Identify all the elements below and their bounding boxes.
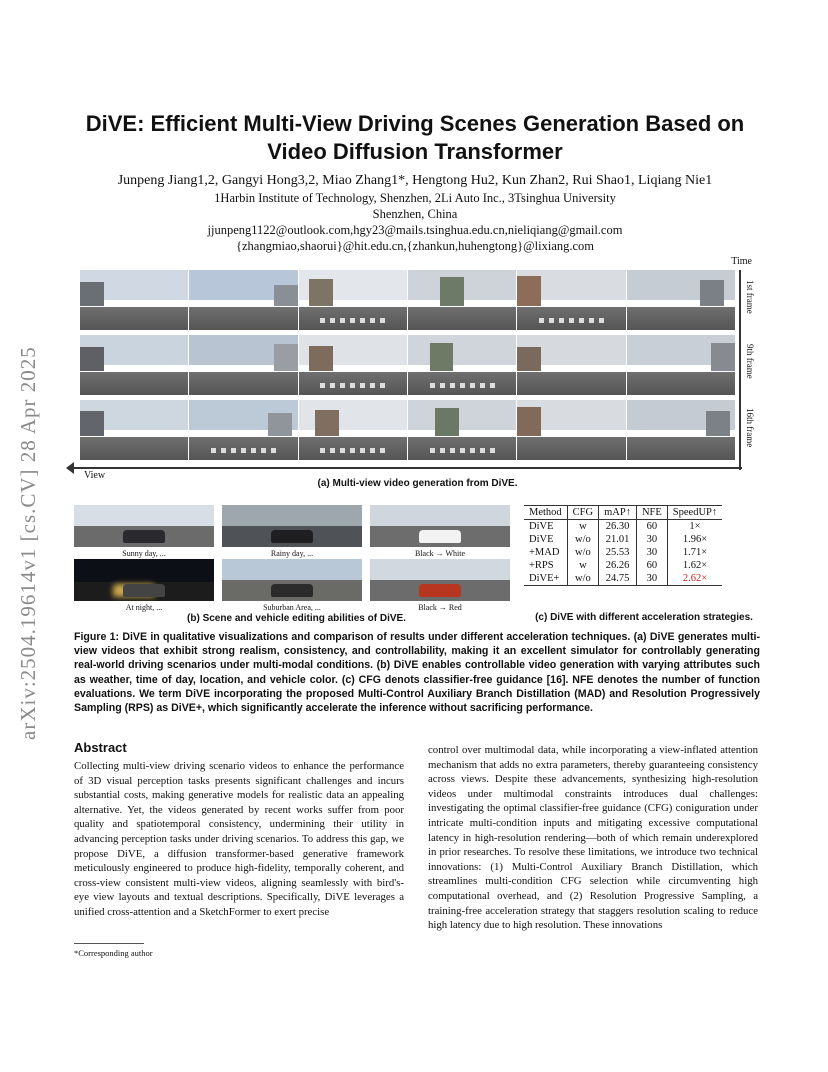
table-header-row	[524, 506, 722, 520]
edit-example-image	[222, 505, 362, 547]
table-cell: +MAD	[524, 546, 567, 559]
camera-view-image	[299, 400, 408, 460]
camera-view-image	[408, 270, 517, 330]
arrow-left-icon	[66, 462, 74, 474]
table-cell: +RPS	[524, 559, 567, 572]
table-row	[524, 533, 722, 546]
camera-view-image	[299, 335, 408, 395]
camera-view-image	[80, 400, 189, 460]
results-table	[524, 505, 722, 586]
subfigure-caption-a: (a) Multi-view video generation from DiVE.	[317, 478, 518, 489]
table-cell: DiVE	[524, 520, 567, 534]
frame-label: 1st frame	[745, 280, 755, 314]
affiliation-line: Shenzhen, China	[372, 207, 458, 221]
edit-example-image	[370, 559, 510, 601]
paper-title: DiVE: Efficient Multi-View Driving Scenes Generation Based on Video Diffusion Transformer	[85, 111, 745, 164]
affiliation-line: 1Harbin Institute of Technology, Shenzhen, 2Li Auto Inc., 3Tsinghua University	[214, 191, 616, 205]
edit-example-image	[74, 505, 214, 547]
edit-example-label: Rainy day, ...	[270, 549, 314, 558]
table-cell: 30	[636, 546, 667, 559]
table-cell: w	[567, 520, 598, 534]
table-cell: DiVE	[524, 533, 567, 546]
edit-example-label: At night, ...	[125, 603, 163, 612]
subfigure-caption-c: (c) DiVE with different acceleration strategies.	[535, 612, 753, 623]
table-cell: 60	[636, 520, 667, 534]
column-header: CFG	[567, 506, 598, 520]
camera-view-image	[408, 335, 517, 395]
edit-example-image	[74, 559, 214, 601]
camera-view-image	[627, 400, 736, 460]
figure-editing	[74, 503, 519, 623]
camera-view-image	[80, 270, 189, 330]
table-cell: 1.62×	[682, 560, 708, 571]
camera-view-image	[80, 335, 189, 395]
table-cell: 60	[636, 559, 667, 572]
table-cell: 26.26	[599, 559, 637, 572]
edit-example-label: Black → Red	[418, 603, 462, 612]
abstract-heading: Abstract	[74, 740, 127, 755]
table-cell: 21.01	[599, 533, 637, 546]
frame-strip-2	[80, 335, 736, 395]
view-axis-label: View	[84, 470, 106, 481]
column-header: SpeedUP↑	[667, 506, 722, 520]
camera-view-image	[627, 270, 736, 330]
email-line: {zhangmiao,shaorui}@hit.edu.cn,{zhankun,huhengtong}@lixiang.com	[235, 239, 595, 253]
table-cell: w/o	[567, 572, 598, 586]
table-row	[524, 520, 722, 534]
table-cell: 1.71×	[682, 547, 708, 558]
table-cell: 1×	[689, 521, 701, 532]
abstract-text-left: Collecting multi-view driving scenario videos to enhance the performance of 3D visual perception tasks presents significant challenges and incurs substantial costs, making generative models for realistic data an appealing alternative. Yet, the videos generated by recent works suffer from poor quality and spatiotemporal consistency, undermining their utility in advancing perception tasks under driving scenarios. To address this gap, we propose DiVE, a diffusion transformer-based generative framework meticulously engineered to produce high-fidelity, temporally coherent, and cross-view consistent multi-view videos, aligning seamlessly with bird's-eye view layouts and textual descriptions. Specifically, DiVE leverages a unified cross-attention and a SketchFormer to exert precise	[74, 760, 404, 918]
camera-view-image	[517, 270, 626, 330]
edit-example-label: Sunny day, ...	[122, 549, 166, 558]
table-cell: 30	[636, 572, 667, 586]
footnote-divider	[74, 943, 144, 944]
camera-view-image	[408, 400, 517, 460]
edit-example-label: Suburban Area, ...	[263, 603, 321, 612]
table-cell: w	[567, 559, 598, 572]
table-cell: w/o	[567, 533, 598, 546]
camera-view-image	[299, 270, 408, 330]
email-line: jjunpeng1122@outlook.com,hgy23@mails.tsinghua.edu.cn,nieliqiang@gmail.com	[207, 223, 623, 237]
time-axis-label: Time	[731, 256, 752, 267]
column-header: Method	[524, 506, 567, 520]
camera-view-image	[517, 335, 626, 395]
table-cell: 26.30	[599, 520, 637, 534]
frame-strip-1	[80, 270, 736, 330]
camera-view-image	[517, 400, 626, 460]
edit-example-image	[222, 559, 362, 601]
table-row	[524, 546, 722, 559]
frame-label: 16th frame	[745, 408, 755, 448]
camera-view-image	[189, 400, 298, 460]
view-axis-arrow	[72, 467, 742, 469]
table-cell: DiVE+	[524, 572, 567, 586]
table-cell-highlight: 2.62×	[667, 572, 722, 586]
arxiv-stamp: arXiv:2504.19614v1 [cs.CV] 28 Apr 2025	[16, 346, 40, 740]
table-cell: 1.96×	[682, 534, 708, 545]
camera-view-image	[189, 335, 298, 395]
affiliations	[60, 190, 770, 254]
camera-view-image	[627, 335, 736, 395]
table-cell: 25.53	[599, 546, 637, 559]
edit-example-image	[370, 505, 510, 547]
figure-caption: Figure 1: DiVE in qualitative visualizations and comparison of results under different acceleration techniques. (a) DiVE generates multi-view videos that exhibit strong realism, consistency, and controllability, making it an excellent simulator for controllably generating real-world driving scenarios under multi-modal conditions. (b) DiVE enables controllable video generation with varying attributes such as weather, time of day, location, and vehicle color. (c) CFG denots classifier-free guidance [16]. NFE denotes the number of function evaluations. We term DiVE incorporating the proposed Multi-Control Auxiliary Branch Distillation (MAD) and Resolution Progressively Sampling (RPS) as DiVE+, which significantly accelerate the inference without sacrificing performance.	[74, 631, 760, 715]
time-axis-arrow	[739, 270, 741, 470]
table-row	[524, 572, 722, 586]
abstract-text-right: control over multimodal data, while incorporating a view-inflated attention mechanism that adds no extra parameters, thereby guaranteeing consistency across views. Despite these advancements, synthesizing high-resolution videos under multimodal constraints introduces dual challenges: investigating the optimal classifier-free guidance (CFG) coniguration under intricate multi-condition inputs and mitigating excessive computational latency in high-resolution rendering—both of which remain underexplored in prior researches. To resolve these limitations, we introduce two technical innovations: (1) Multi-Control Auxiliary Branch Distillation, which streamlines multi-condition CFG selection while circumventing high computational overhead, and (2) Resolution Progressive Sampling, a training-free acceleration strategy that staggers resolution scaling to reduce high latency due to high resolution. These innovations	[428, 744, 758, 932]
column-header: NFE	[636, 506, 667, 520]
table-cell: 30	[636, 533, 667, 546]
edit-example-label: Black → White	[414, 549, 466, 558]
footnote: *Corresponding author	[74, 948, 153, 958]
author-list: Junpeng Jiang1,2, Gangyi Hong3,2, Miao Zhang1*, Hengtong Hu2, Kun Zhan2, Rui Shao1, Liqiang Nie1	[117, 173, 713, 188]
table-cell: w/o	[567, 546, 598, 559]
table-cell: 24.75	[599, 572, 637, 586]
subfigure-caption-b: (b) Scene and vehicle editing abilities of DiVE.	[187, 613, 406, 624]
camera-view-image	[189, 270, 298, 330]
frame-strip-3	[80, 400, 736, 460]
figure-multiview	[80, 258, 755, 488]
frame-label: 9th frame	[745, 344, 755, 379]
column-header: mAP↑	[599, 506, 637, 520]
table-row	[524, 559, 722, 572]
